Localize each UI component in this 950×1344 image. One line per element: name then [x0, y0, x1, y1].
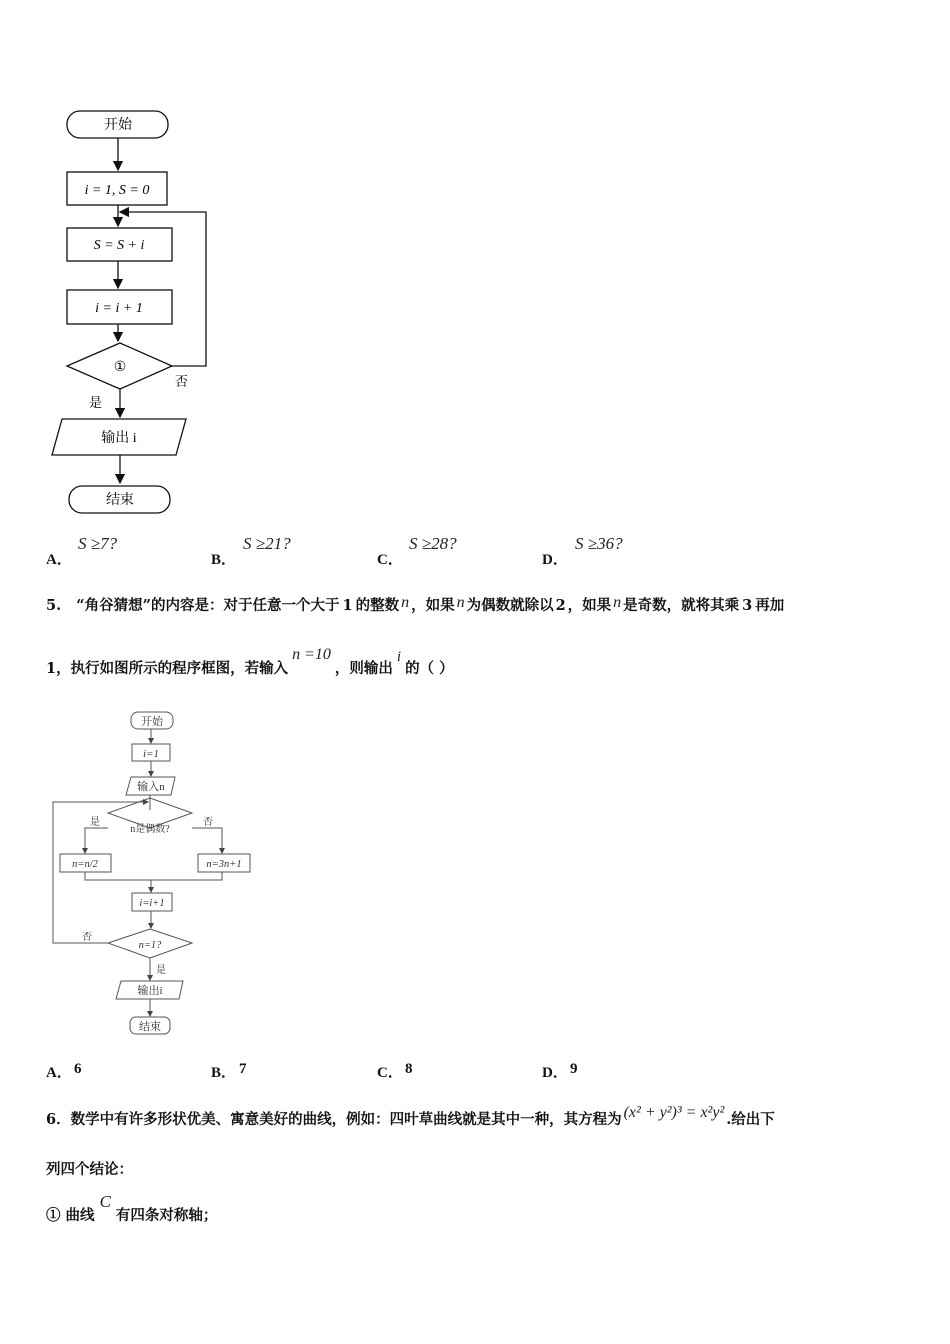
q5-input-expr: n =10: [292, 646, 331, 663]
q5-text-f: 是奇数，就将其乘: [623, 597, 740, 614]
fc1-no-label: 否: [175, 374, 189, 389]
q5-text-c: ，如果: [411, 597, 455, 614]
fc2-start-label: 开始: [141, 716, 163, 728]
fc1-end-label: 结束: [106, 493, 134, 508]
q5-option-c-value: 8: [405, 1061, 413, 1077]
fc1-output-label: 输出 i: [101, 431, 137, 446]
q5-line-1: [46, 594, 784, 615]
q5-text-a: “角谷猜想”的内容是：对于任意一个大于: [76, 597, 340, 614]
q5-var-n-2: n: [456, 594, 465, 611]
q5-text-h: 1，执行如图所示的程序框图，若输入: [46, 660, 289, 677]
fc2-odd-label: n=3n+1: [206, 859, 242, 870]
flowchart-1: [0, 0, 260, 530]
fc2-inc-label: i=i+1: [139, 898, 165, 909]
fc2-yes2-label: 是: [156, 965, 166, 976]
q5-var-n-1: n: [401, 594, 410, 611]
fc1-sum-label: S = S + i: [93, 238, 145, 253]
q5-var-n-3: n: [613, 594, 622, 611]
q5-option-d-label: D．: [542, 1065, 568, 1081]
q6-item1-text-a: ① 曲线: [46, 1207, 95, 1224]
q5-num-2: 2: [555, 597, 566, 614]
fc1-start-label: 开始: [104, 118, 132, 133]
q6-item-1: [46, 1192, 218, 1225]
q5-option-b-value: 7: [239, 1061, 247, 1077]
q4-option-b-expr: S ≥21?: [243, 534, 291, 553]
q5-text-b: 的整数: [355, 597, 400, 614]
fc2-yes1-label: 是: [90, 817, 100, 828]
q5-option-a-value: 6: [74, 1061, 82, 1077]
q6-line-2: 列四个结论：: [46, 1161, 133, 1178]
q6-line-1: [46, 1104, 775, 1129]
q5-text-g: 再加: [755, 597, 785, 614]
q6-text-a: 6．数学中有许多形状优美、寓意美好的曲线，例如：四叶草曲线就是其中一种，其方程为: [46, 1111, 622, 1128]
q6-equation: (x² + y²)³ = x²y²: [623, 1104, 725, 1121]
q5-text-d: 为偶数就除以: [466, 597, 554, 614]
q5-option-b-label: B．: [211, 1065, 237, 1081]
q4-option-a-label: A．: [46, 552, 72, 568]
fc1-init-label: i = 1, S = 0: [84, 183, 150, 198]
fc2-output-label: 输出i: [137, 985, 163, 997]
q5-num-3: 3: [742, 597, 753, 614]
q6-var-c: C: [99, 1192, 111, 1211]
fc2-cond1-label: n是偶数?: [130, 824, 170, 835]
q6-text-b: .给出下: [726, 1111, 775, 1128]
fc2-no2-label: 否: [82, 932, 92, 943]
fc2-init-label: i=1: [143, 748, 159, 760]
q5-text-i: ，则输出: [334, 660, 393, 677]
q5-num-1: 1: [342, 597, 353, 614]
q5-text-j: 的（ ）: [405, 660, 454, 677]
fc2-input-label: 输入n: [137, 781, 165, 793]
fc1-decision-label: ①: [113, 360, 127, 375]
fc2-even-label: n=n/2: [72, 859, 98, 870]
flowchart-2: [40, 700, 270, 1045]
q5-option-c-label: C．: [377, 1065, 403, 1081]
q4-option-a-expr: S ≥7?: [78, 534, 118, 553]
fc2-cond2-label: n=1?: [138, 940, 162, 951]
q5-option-a-label: A．: [46, 1065, 72, 1081]
q5-line-2: [46, 646, 454, 678]
q4-option-d-label: D．: [542, 552, 568, 568]
q5-number: 5.: [46, 597, 62, 614]
fc1-inc-label: i = i + 1: [95, 301, 143, 316]
q4-option-c-expr: S ≥28?: [409, 534, 457, 553]
q4-option-b-label: B．: [211, 552, 237, 568]
q6-item1-text-b: 有四条对称轴；: [115, 1207, 218, 1224]
q4-option-c-label: C．: [377, 552, 403, 568]
fc1-yes-label: 是: [89, 395, 103, 410]
fc2-end-label: 结束: [139, 1021, 161, 1033]
q5-text-e: ，如果: [567, 597, 612, 614]
q4-option-d-expr: S ≥36?: [575, 534, 623, 553]
q5-output-var: i: [396, 649, 402, 665]
fc2-no1-label: 否: [203, 817, 213, 828]
q5-option-d-value: 9: [570, 1061, 578, 1077]
